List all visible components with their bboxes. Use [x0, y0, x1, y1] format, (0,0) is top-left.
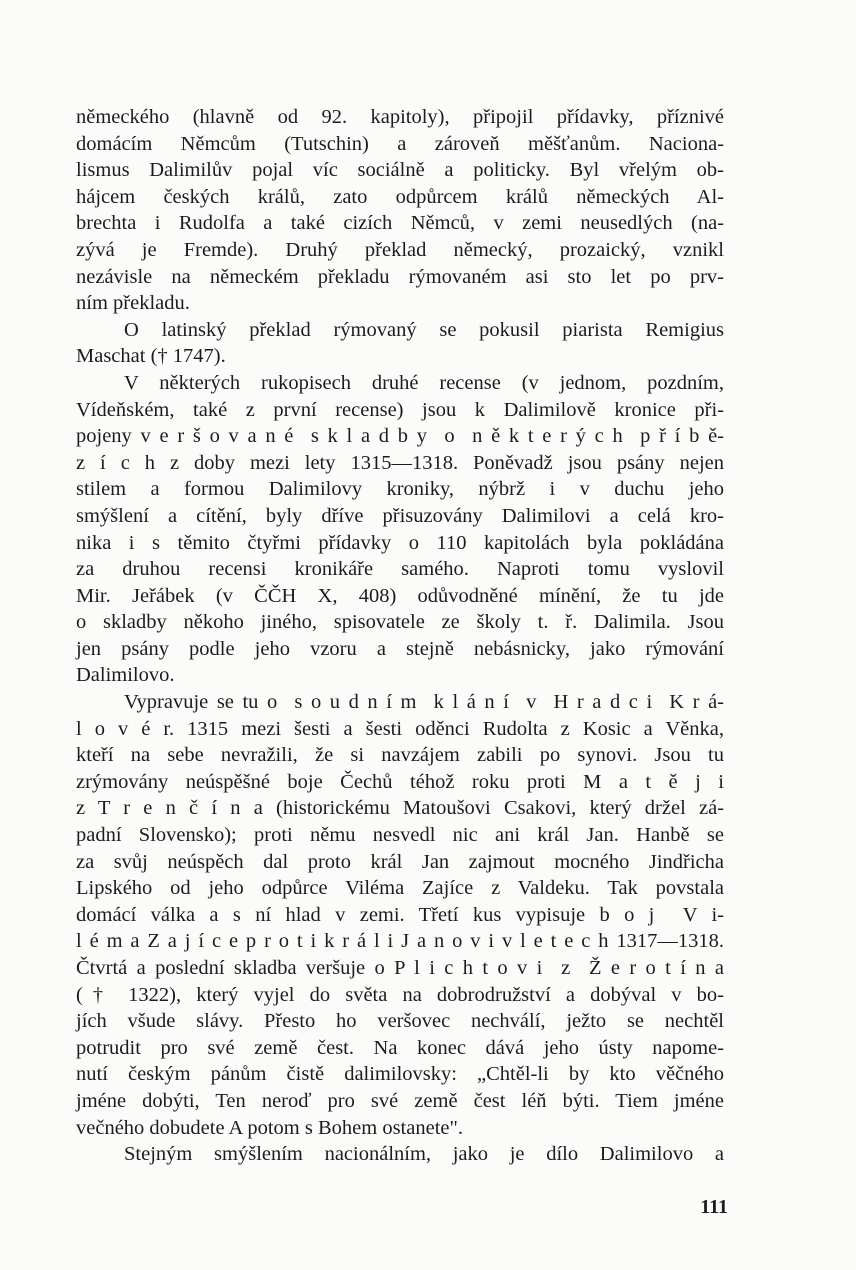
- text-line: domácím Němcům (Tutschin) a zároveň měšťanům. Naciona-: [76, 132, 724, 155]
- text-line: o skladby někoho jiného, spisovatele ze školy t. ř. Dalimila. Jsou: [76, 611, 724, 634]
- text-line: Maschat († 1747).: [76, 345, 226, 368]
- text-line: jen psány podle jeho vzoru a stejně nebásnicky, jako rýmování: [76, 637, 724, 660]
- text-line: pojeny v e r š o v a n é s k l a d b y o n ě k t e r ý c h p ř í b ě-: [76, 425, 724, 448]
- text-line: jméne dobýti, Ten neroď pro své země čest léň býti. Tiem jméne: [76, 1089, 724, 1112]
- text-line: z í c h z doby mezi lety 1315—1318. Poněvadž jsou psány nejen: [76, 451, 724, 474]
- text-line: za svůj neúspěch dal proto král Jan zajmout mocného Jindřicha: [76, 850, 724, 873]
- page-number: 111: [700, 1196, 728, 1218]
- text-line: kteří na sebe nevražili, že si navzájem zabili po synovi. Jsou tu: [76, 744, 724, 767]
- text-line: ním překladu.: [76, 292, 190, 315]
- text-line: nika i s těmito čtyřmi přídavky o 110 kapitolách byla pokládána: [76, 531, 724, 554]
- text-line: O latinský překlad rýmovaný se pokusil piarista Remigius: [124, 318, 724, 341]
- text-line: Vypravuje se tu o s o u d n í m k l á n í v H r a d c i K r á-: [124, 691, 724, 714]
- text-line: lismus Dalimilův pojal víc sociálně a politicky. Byl vřelým ob-: [76, 159, 724, 182]
- text-line: večného dobudete A potom s Bohem ostanete".: [76, 1116, 463, 1139]
- text-line: zrýmovány neúspěšné boje Čechů téhož roku proti M a t ě j i: [76, 770, 724, 793]
- text-line: († 1322), který vyjel do světa na dobrodružství a dobýval v bo-: [76, 983, 724, 1006]
- text-line: brechta i Rudolfa a také cizích Němců, v zemi neusedlých (na-: [76, 212, 724, 235]
- text-line: domácí válka a s ní hlad v zemi. Třetí kus vypisuje b o j V i-: [76, 903, 724, 926]
- text-line: stilem a formou Dalimilovy kroniky, nýbrž i v duchu jeho: [76, 478, 724, 501]
- text-line: Vídeňském, také z první recense) jsou k Dalimilově kronice při-: [76, 398, 724, 421]
- text-line: nutí českým pánům čistě dalimilovsky: „Chtěl-li by kto věčného: [76, 1063, 724, 1086]
- text-line: l é m a Z a j í c e p r o t i k r á l i J a n o v i v l e t e c h 1317—1318.: [76, 930, 724, 953]
- text-line: jích všude slávy. Přesto ho veršovec nechválí, ježto se nechtěl: [76, 1010, 724, 1033]
- text-line: Mir. Jeřábek (v ČČH X, 408) odůvodněné mínění, že tu jde: [76, 584, 724, 607]
- body-text: [76, 104, 724, 1168]
- text-line: nezávisle na německém překladu rýmovaném asi sto let po prv-: [76, 265, 724, 288]
- text-line: hájcem českých králů, zato odpůrcem králů německých Al-: [76, 185, 724, 208]
- text-line: potrudit pro své země čest. Na konec dává jeho ústy napome-: [76, 1036, 724, 1059]
- text-line: za druhou recensi kronikáře samého. Naproti tomu vyslovil: [76, 558, 724, 581]
- text-line: z T r e n č í n a (historickému Matoušovi Csakovi, který držel zá-: [76, 797, 724, 820]
- text-line: Stejným smýšlením nacionálním, jako je dílo Dalimilovo a: [124, 1143, 724, 1166]
- text-line: V některých rukopisech druhé recense (v jednom, pozdním,: [124, 371, 724, 394]
- text-line: smýšlení a cítění, byly dříve přisuzovány Dalimilovi a celá kro-: [76, 504, 724, 527]
- text-line: zývá je Fremde). Druhý překlad německý, prozaický, vznikl: [76, 238, 724, 261]
- text-line: padní Slovensko); proti němu nesvedl nic ani král Jan. Hanbě se: [76, 824, 724, 847]
- text-line: l o v é r. 1315 mezi šesti a šesti oděnci Rudolta z Kosic a Věnka,: [76, 717, 724, 740]
- text-line: Lipského od jeho odpůrce Viléma Zajíce z Valdeku. Tak povstala: [76, 877, 724, 900]
- text-line: Čtvrtá a poslední skladba veršuje o P l i c h t o v i z Ž e r o t í n a: [76, 957, 724, 979]
- text-line: Dalimilovo.: [76, 664, 175, 687]
- text-line: německého (hlavně od 92. kapitoly), připojil přídavky, příznivé: [76, 106, 724, 128]
